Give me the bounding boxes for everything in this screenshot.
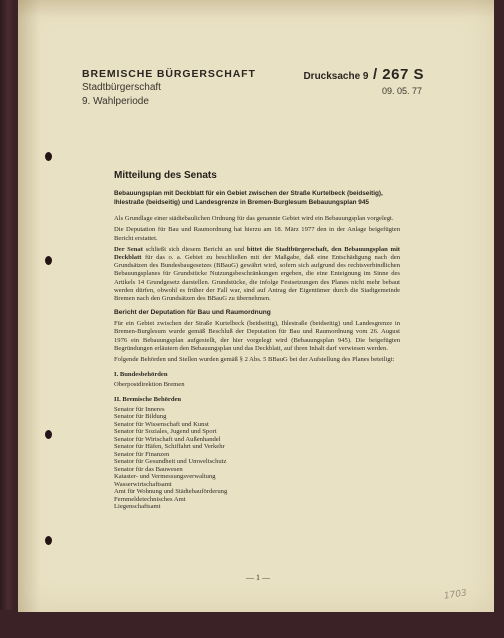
background-bottom [0, 610, 504, 638]
list-item: Senator für Häfen, Schiffahrt und Verkehr [114, 443, 225, 451]
punch-hole-lower [45, 430, 52, 439]
senat-bold: Der Senat [114, 245, 143, 253]
document-page [18, 0, 494, 612]
paragraph-3-text-a: schließt sich diesem Bericht an und [142, 245, 247, 253]
drucksache-id [303, 66, 424, 84]
paragraph-2: Die Deputation für Bau und Raumordnung hat hierzu am 18. März 1977 den in der Anlage beigefügten Bericht erstattet. [114, 226, 400, 242]
punch-hole-bottom [45, 536, 52, 545]
list-item: Senator für Wirtschaft und Außenhandel [114, 435, 221, 443]
drucksache-number: / 267 S [372, 66, 424, 83]
federal-authorities-list [114, 381, 400, 389]
list-item: Oberpostdirektion Bremen [114, 381, 185, 389]
paragraph-3 [114, 246, 400, 303]
list-item: Senator für Soziales, Jugend und Sport [114, 428, 217, 436]
drucksache-label: Drucksache 9 [303, 71, 369, 82]
organization-name: BREMISCHE BÜRGERSCHAFT [82, 68, 256, 80]
paragraph-5: Folgende Behörden und Stellen wurden gemäß § 2 Abs. 5 BBauG bei der Aufstellung des Planes beteiligt: [114, 356, 395, 364]
organization-sub1: Stadtbürgerschaft [82, 82, 161, 93]
list-item: Senator für Inneres [114, 405, 165, 413]
page-number: — 1 — [246, 573, 270, 582]
list-item: Senator für das Bauwesen [114, 465, 183, 473]
bremen-authorities-list [114, 406, 400, 511]
paragraph-3-text-b: für das o. a. Gebiet zu beschließen mit der Maßgabe, daß eine Entschädigung nach den Grundsätzen des Bundesbaugesetzes (BBauG) gewährt wird, sofern sich aufgrund des rechtsverbindlichen Bebauungsplanes für Grundstücke Nutzungsbeschränkungen ergeben, die eine Enteignung im Sinne des Artikels 14 Grundgesetz darstellen. Grundstücke, die infolge Festsetzungen des Planes nicht mehr bebaut werden dürfen, obwohl es früher der Fall war, sind auf Antrag der Eigentümer durch die Stadtgemeinde Bremen nach den Grundsätzen des BBauG zu übernehmen. [114, 254, 400, 303]
handwritten-annotation: 1703 [443, 588, 468, 602]
list-item: Wasserwirtschaftsamt [114, 480, 172, 488]
document-title: Mitteilung des Senats [114, 170, 217, 181]
punch-hole-top [45, 152, 52, 161]
document-body [114, 170, 400, 511]
punch-hole-upper [45, 256, 52, 265]
list-item: Liegenschaftsamt [114, 503, 161, 511]
document-subject: Bebauungsplan mit Deckblatt für ein Gebiet zwischen der Straße Kurtelbeck (beidseitig), Ihlestraße (beidseitig) und Landesgrenze in Bremen-Burglesum Bebauungsplan 945 [114, 190, 383, 206]
list-item: Kataster- und Vermessungsverwaltung [114, 473, 216, 481]
list-heading-federal: I. Bundesbehörden [114, 371, 168, 379]
binder-edge [0, 0, 14, 638]
list-item: Senator für Wissenschaft und Kunst [114, 420, 209, 428]
list-item: Senator für Bildung [114, 413, 167, 421]
list-item: Senator für Finanzen [114, 450, 170, 458]
section-heading: Bericht der Deputation für Bau und Raumordnung [114, 309, 271, 317]
list-heading-bremen: II. Bremische Behörden [114, 395, 182, 403]
paragraph-4: Für ein Gebiet zwischen der Straße Kurtelbeck (beidseitig), Ihlestraße (beidseitig) und Landesgrenze in Bremen-Burglesum wurde gemäß Beschluß der Deputation für Bau und Raumordnung vom 26. August 1976 ein Bebauungsplan aufgestellt, der hier vorgelegt wird (Bebauungsplan 945). Die beigefügten Begründungen erläutern den Bebauungsplan und das Deckblatt, auf ihren Inhalt darf verwiesen werden. [114, 320, 400, 352]
list-item: Amt für Wohnung und Städtebauförderung [114, 488, 228, 496]
organization-sub2: 9. Wahlperiode [82, 96, 149, 107]
document-date: 09. 05. 77 [381, 86, 422, 96]
request-bold: bittet die Stadtbürgerschaft, den Bebauungsplan mit Deckblatt [114, 245, 400, 261]
list-item: Fernmeldetechnisches Amt [114, 495, 186, 503]
list-item: Senator für Gesundheit und Umweltschutz [114, 458, 227, 466]
paragraph-1: Als Grundlage einer städtebaulichen Ordnung für das genannte Gebiet wird ein Bebauungsplan vorgelegt. [114, 215, 394, 223]
